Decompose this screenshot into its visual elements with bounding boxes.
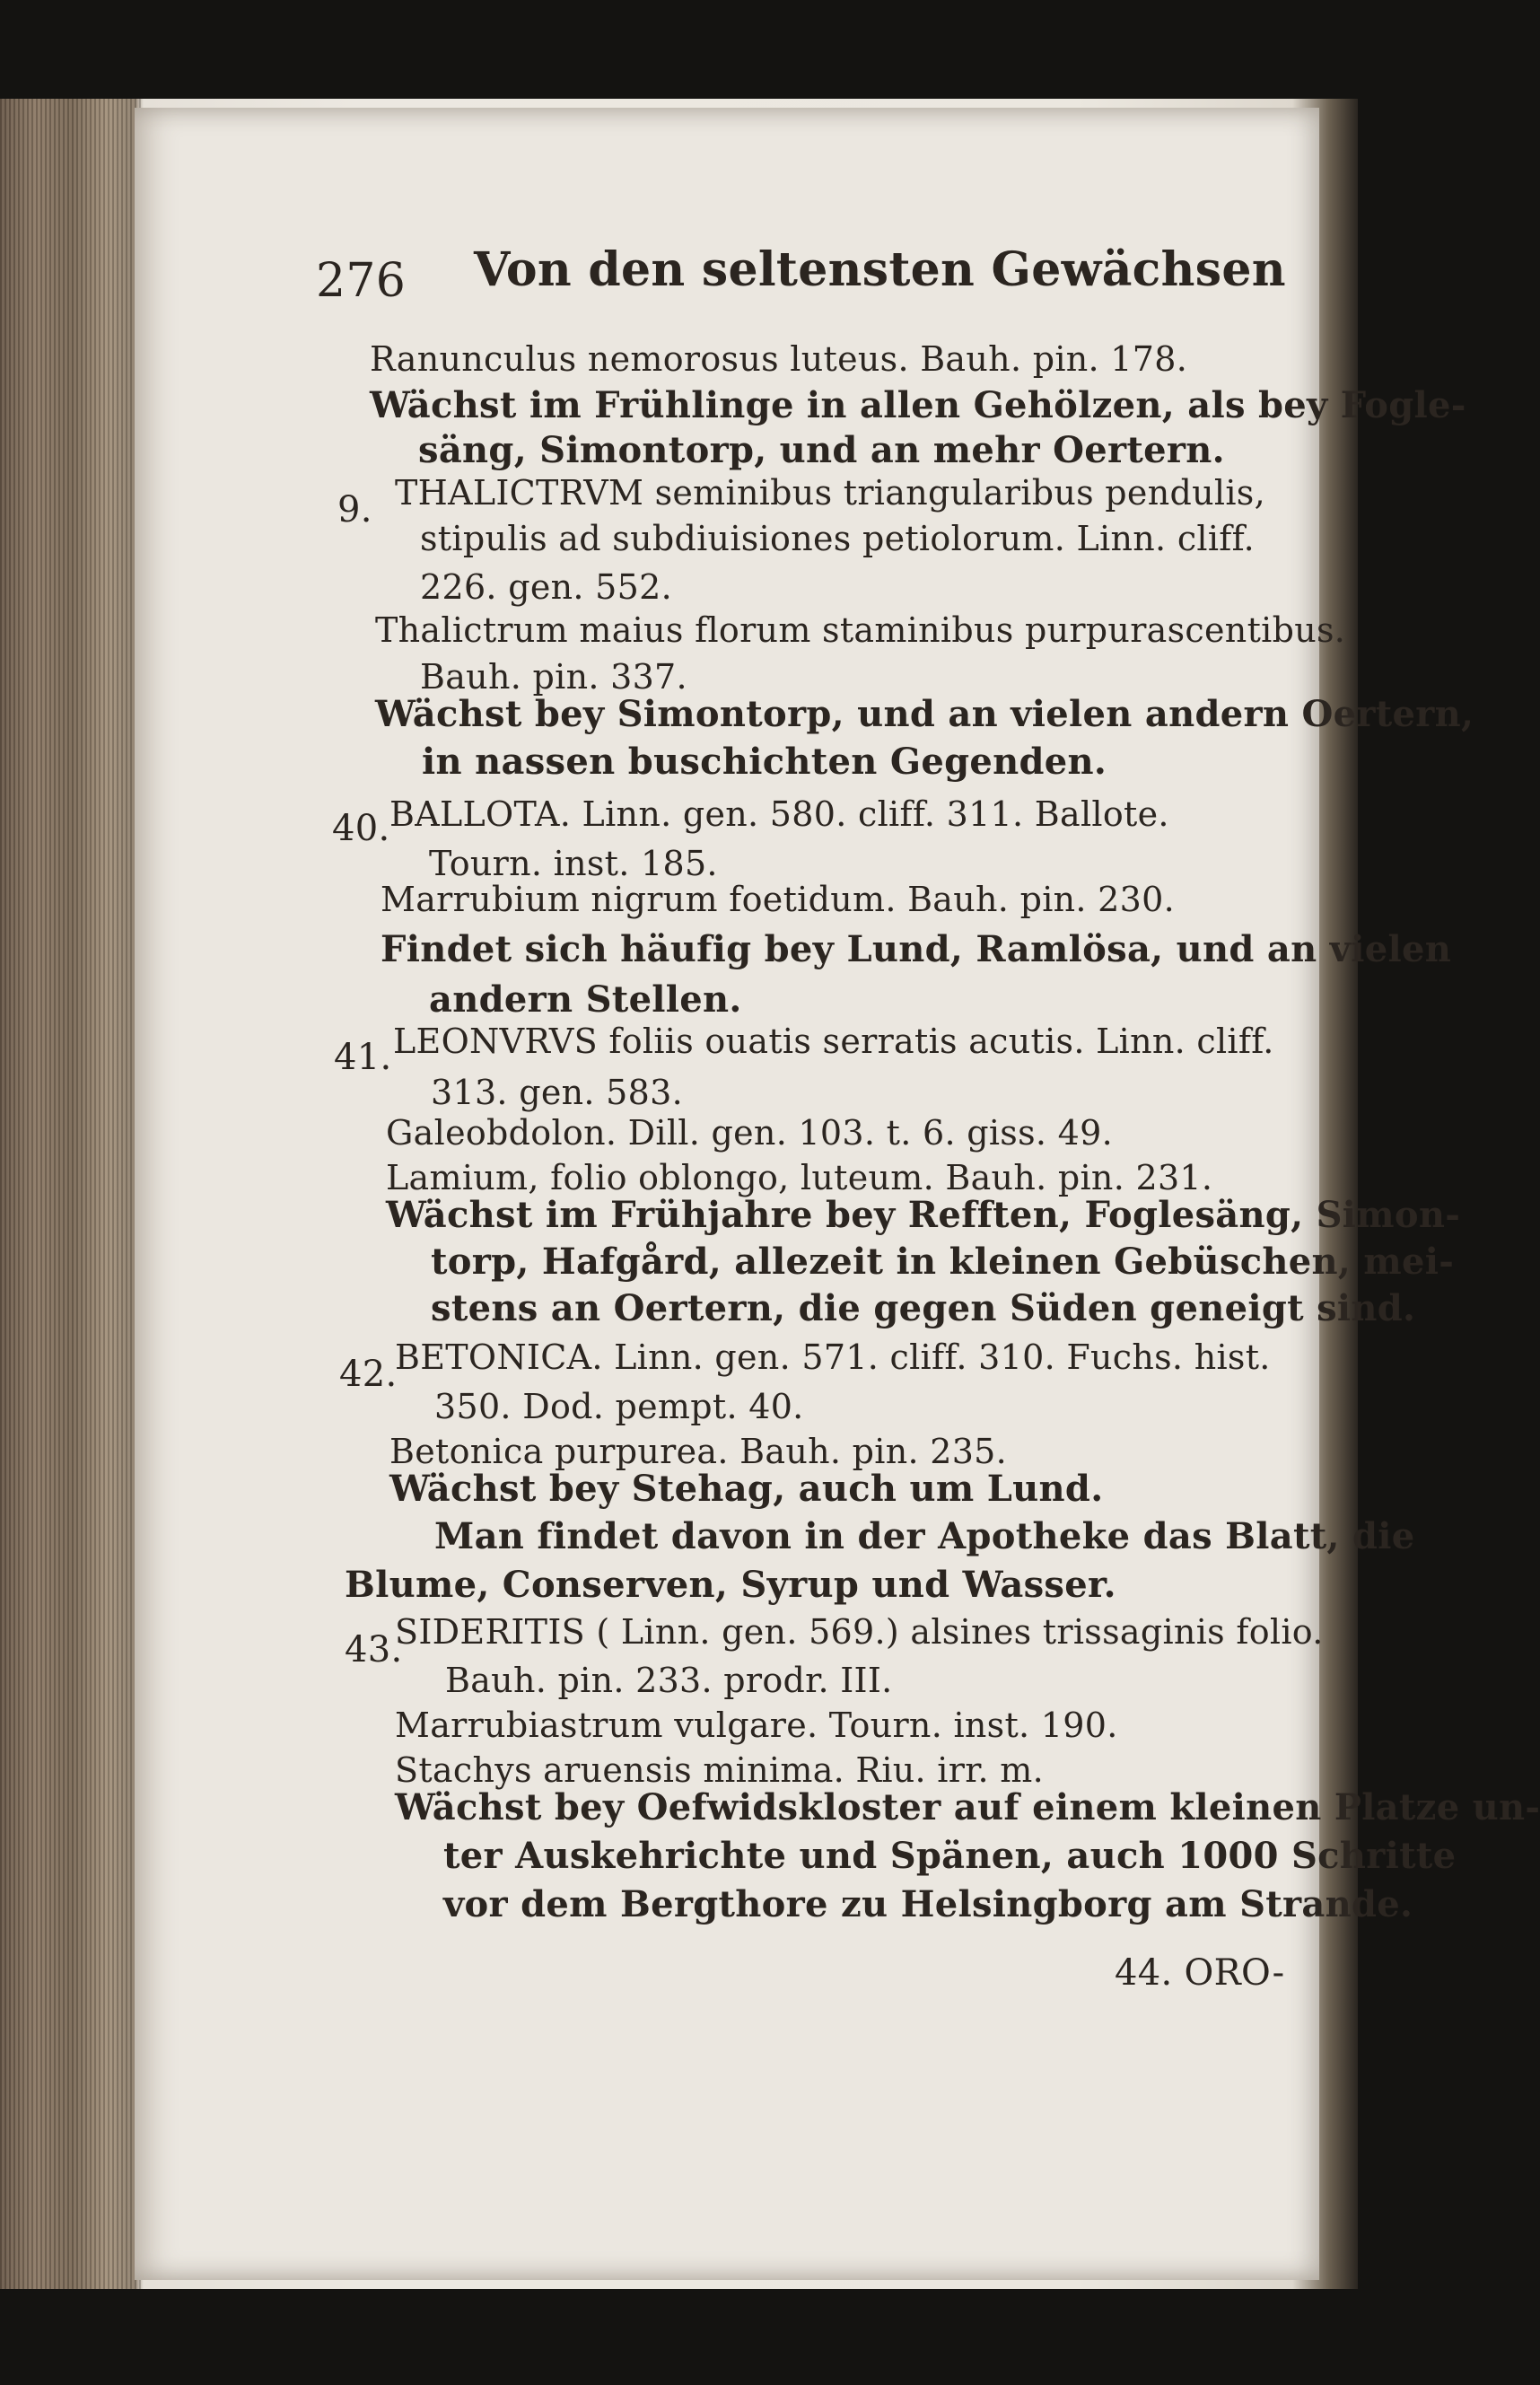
text-line: stipulis ad subdiuisiones petiolorum. Linn. cliff. bbox=[420, 519, 1256, 558]
text-line: Betonica purpurea. Bauh. pin. 235. bbox=[389, 1432, 1008, 1471]
text-line: BALLOTA. Linn. gen. 580. cliff. 311. Ballote. bbox=[389, 794, 1169, 834]
text-line: Marrubium nigrum foetidum. Bauh. pin. 230. bbox=[381, 880, 1175, 919]
text-line: vor dem Bergthore zu Helsingborg am Strande. bbox=[443, 1883, 1413, 1925]
text-line: Findet sich häufig bey Lund, Ramlösa, und an vielen bbox=[381, 928, 1452, 970]
text-line: säng, Simontorp, und an mehr Oertern. bbox=[418, 429, 1225, 471]
text-line: Man findet davon in der Apotheke das Blatt, die bbox=[434, 1515, 1415, 1557]
text-line: Wächst bey Stehag, auch um Lund. bbox=[389, 1468, 1104, 1510]
entry-number: 41. bbox=[334, 1037, 392, 1078]
text-line: Thalictrum maius florum staminibus purpurascentibus. bbox=[375, 610, 1346, 650]
text-line: andern Stellen. bbox=[429, 978, 742, 1021]
text-line: Wächst bey Oefwidskloster auf einem kleinen Platze un- bbox=[395, 1786, 1540, 1828]
text-line: 226. gen. 552. bbox=[420, 567, 672, 607]
text-line: BETONICA. Linn. gen. 571. cliff. 310. Fuchs. hist. bbox=[395, 1337, 1271, 1377]
entry-number: 42. bbox=[339, 1354, 398, 1395]
text-line: SIDERITIS ( Linn. gen. 569.) alsines trissaginis folio. bbox=[395, 1612, 1324, 1652]
text-line: Blume, Conserven, Syrup und Wasser. bbox=[345, 1564, 1116, 1606]
text-line: 350. Dod. pempt. 40. bbox=[434, 1387, 804, 1426]
text-line: Marrubiastrum vulgare. Tourn. inst. 190. bbox=[395, 1705, 1118, 1745]
page-edges bbox=[0, 99, 144, 2289]
text-line: Tourn. inst. 185. bbox=[429, 844, 718, 883]
entry-number: 9. bbox=[337, 489, 372, 530]
text-line: THALICTRVM seminibus triangularibus pendulis, bbox=[395, 473, 1265, 513]
catchword: 44. ORO- bbox=[1115, 1952, 1285, 1994]
text-line: 313. gen. 583. bbox=[431, 1073, 683, 1112]
entry-number: 40. bbox=[332, 808, 390, 849]
text-line: Ranunculus nemorosus luteus. Bauh. pin. 178. bbox=[370, 339, 1188, 379]
text-line: Stachys aruensis minima. Riu. irr. m. bbox=[395, 1750, 1044, 1790]
text-line: stens an Oertern, die gegen Süden geneigt sind. bbox=[431, 1287, 1416, 1329]
text-line: Wächst bey Simontorp, und an vielen andern Oertern, bbox=[375, 693, 1474, 735]
text-line: Wächst im Frühlinge in allen Gehölzen, als bey Fogle- bbox=[370, 384, 1466, 426]
text-line: Wächst im Frühjahre bey Refften, Foglesäng, Simon- bbox=[386, 1194, 1461, 1236]
page-number: 276 bbox=[316, 254, 407, 308]
entry-number: 43. bbox=[345, 1629, 403, 1670]
text-line: torp, Hafgård, allezeit in kleinen Gebüschen, mei- bbox=[431, 1241, 1455, 1283]
text-line: LEONVRVS foliis ouatis serratis acutis. Linn. cliff. bbox=[393, 1022, 1274, 1061]
text-line: Lamium, folio oblongo, luteum. Bauh. pin. 231. bbox=[386, 1158, 1213, 1197]
text-line: Bauh. pin. 337. bbox=[420, 657, 687, 697]
running-title: Von den seltensten Gewächsen bbox=[474, 242, 1286, 297]
text-line: Galeobdolon. Dill. gen. 103. t. 6. giss. 49. bbox=[386, 1113, 1113, 1153]
text-line: ter Auskehrichte und Spänen, auch 1000 Schritte bbox=[443, 1835, 1457, 1877]
text-line: in nassen buschichten Gegenden. bbox=[422, 741, 1107, 783]
text-line: Bauh. pin. 233. prodr. III. bbox=[445, 1661, 893, 1700]
